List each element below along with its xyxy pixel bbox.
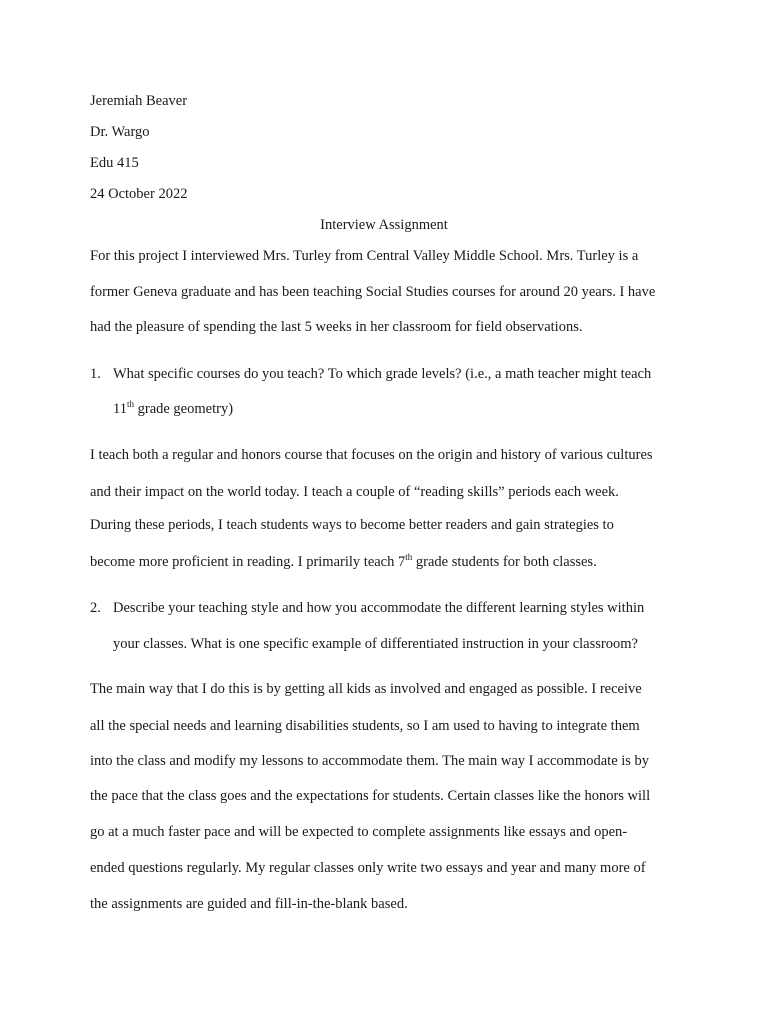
question-text: Describe your teaching style and how you accommodate the different learning styles within	[113, 600, 645, 616]
student-name: Jeremiah Beaver	[90, 93, 188, 109]
course-code: Edu 415	[90, 155, 139, 171]
instructor-name: Dr. Wargo	[90, 124, 150, 140]
answer-line: During these periods, I teach students ways to become better readers and gain strategies to	[90, 517, 614, 533]
intro-line: had the pleasure of spending the last 5 weeks in her classroom for field observations.	[90, 319, 583, 335]
question-text: your classes. What is one specific example of differentiated instruction in your classroom?	[113, 636, 638, 652]
answer-line: all the special needs and learning disabilities students, so I am used to having to integrate them	[90, 718, 640, 734]
question-text: What specific courses do you teach? To which grade levels? (i.e., a math teacher might teach	[113, 366, 652, 382]
answer-line: the pace that the class goes and the expectations for students. Certain classes like the honors will	[90, 788, 651, 804]
answer-line: into the class and modify my lessons to accommodate them. The main way I accommodate is by	[90, 753, 650, 769]
answer-line: ended questions regularly. My regular classes only write two essays and year and many more of	[90, 860, 646, 876]
document-title: Interview Assignment	[320, 217, 448, 233]
answer-line: the assignments are guided and fill-in-the-blank based.	[90, 896, 408, 912]
answer-line: become more proficient in reading. I primarily teach 7th grade students for both classes.	[90, 552, 597, 570]
assignment-date: 24 October 2022	[90, 186, 188, 202]
answer-line: go at a much faster pace and will be expected to complete assignments like essays and open-	[90, 824, 628, 840]
question-text: 11th grade geometry)	[113, 399, 234, 417]
answer-line: and their impact on the world today. I teach a couple of “reading skills” periods each week.	[90, 484, 619, 500]
answer-line: The main way that I do this is by getting all kids as involved and engaged as possible. I receive	[90, 681, 642, 697]
intro-line: For this project I interviewed Mrs. Turley from Central Valley Middle School. Mrs. Turley is a	[90, 248, 639, 264]
intro-line: former Geneva graduate and has been teaching Social Studies courses for around 20 years. I have	[90, 284, 656, 300]
question-number: 2.	[90, 600, 101, 616]
question-number: 1.	[90, 366, 101, 382]
answer-line: I teach both a regular and honors course that focuses on the origin and history of various cultures	[90, 447, 653, 463]
